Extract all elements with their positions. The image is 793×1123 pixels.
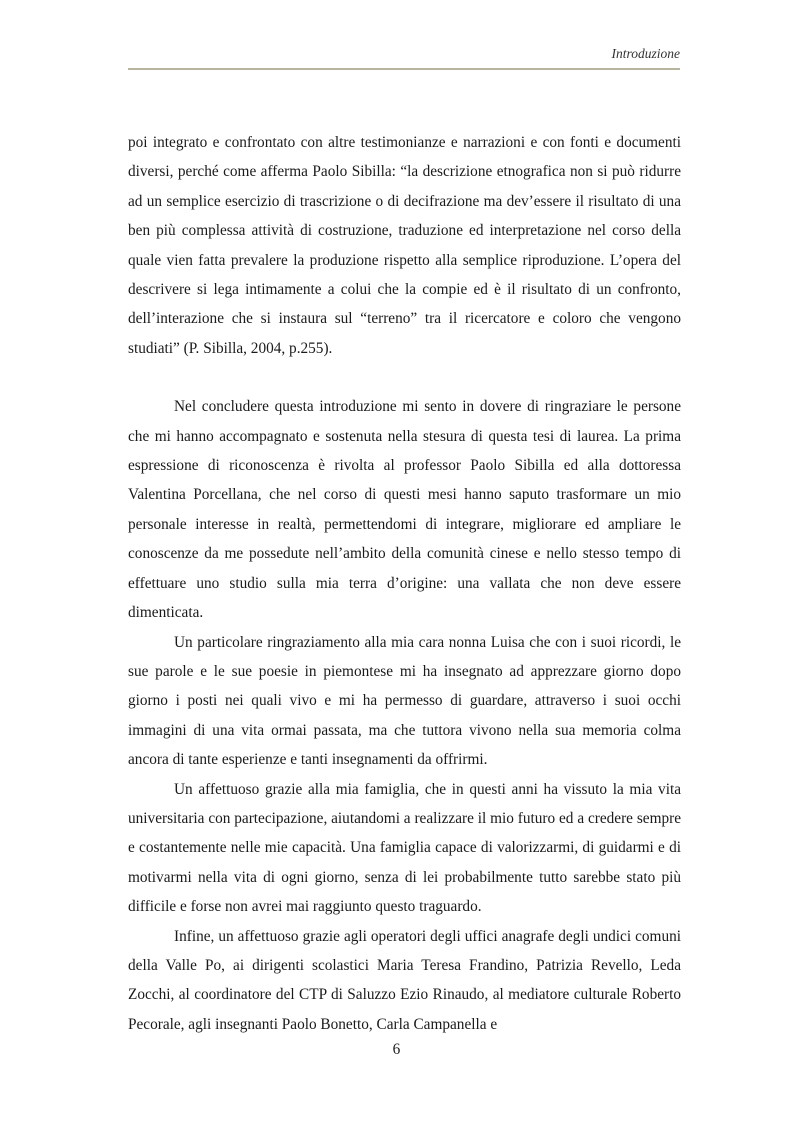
- paragraph-acknowledgements: Nel concludere questa introduzione mi sento in dovere di ringraziare le persone che mi hanno accompagnato e sostenuta nella stesura di questa tesi di laurea. La prima espressione di riconoscenza è rivolta al professor Paolo Sibilla ed alla dottoressa Valentina Porcellana, che nel corso di questi mesi hanno saputo trasformare un mio personale interesse in realtà, permettendomi di integrare, migliorare ed ampliare le conoscenze da me possedute nell’ambito della comunità cinese e nello stesso tempo di effettuare uno studio sulla mia terra d’origine: una vallata che non deve essere dimenticata.: [128, 398, 681, 622]
- paragraph-family: Un affettuoso grazie alla mia famiglia, che in questi anni ha vissuto la mia vita universitaria con partecipazione, aiutandomi a realizzare il mio futuro ed a credere sempre e costantemente nelle mie capacità. Una famiglia capace di valorizzarmi, di guidarmi e di motivarmi nella vita di ogni giorno, senza di lei probabilmente tutto sarebbe stato più difficile e forse non avrei mai raggiunto questo traguardo.: [128, 780, 681, 916]
- paragraph-continuation: poi integrato e confrontato con altre testimonianze e narrazioni e con fonti e documenti diversi, perché come afferma Paolo Sibilla: “la descrizione etnografica non si può ridurre ad un semplice esercizio di trascrizione o di decifrazione ma dev’essere il risultato di una ben più complessa attività di costruzione, traduzione ed interpretazione nel corso della quale vien fatta prevalere la produzione rispetto alla semplice riproduzione. L’opera del descrivere si lega intimamente a colui che la compie ed è il risultato di un confronto, dell’interazione che si instaura sul “terreno” tra il ricercatore e coloro che vengono studiati” (P. Sibilla, 2004, p.255).: [128, 134, 681, 357]
- body-text: [128, 128, 681, 1039]
- header-rule: [128, 68, 680, 70]
- running-header: Introduzione: [611, 46, 680, 61]
- page-number: 6: [392, 1041, 401, 1058]
- paragraph-grandmother: Un particolare ringraziamento alla mia cara nonna Luisa che con i suoi ricordi, le sue parole e le sue poesie in piemontese mi ha insegnato ad apprezzare giorno dopo giorno i posti nei quali vivo e mi ha permesso di guardare, attraverso i suoi occhi immagini di una vita ormai passata, ma che tuttora vivono nella sua memoria colma ancora di tante esperienze e tanti insegnamenti da offrirmi.: [128, 633, 681, 769]
- paragraph-offices: Infine, un affettuoso grazie agli operatori degli uffici anagrafe degli undici comuni della Valle Po, ai dirigenti scolastici Maria Teresa Frandino, Patrizia Revello, Leda Zocchi, al coordinatore del CTP di Saluzzo Ezio Rinaudo, al mediatore culturale Roberto Pecorale, agli insegnanti Paolo Bonetto, Carla Campanella e: [128, 927, 681, 1033]
